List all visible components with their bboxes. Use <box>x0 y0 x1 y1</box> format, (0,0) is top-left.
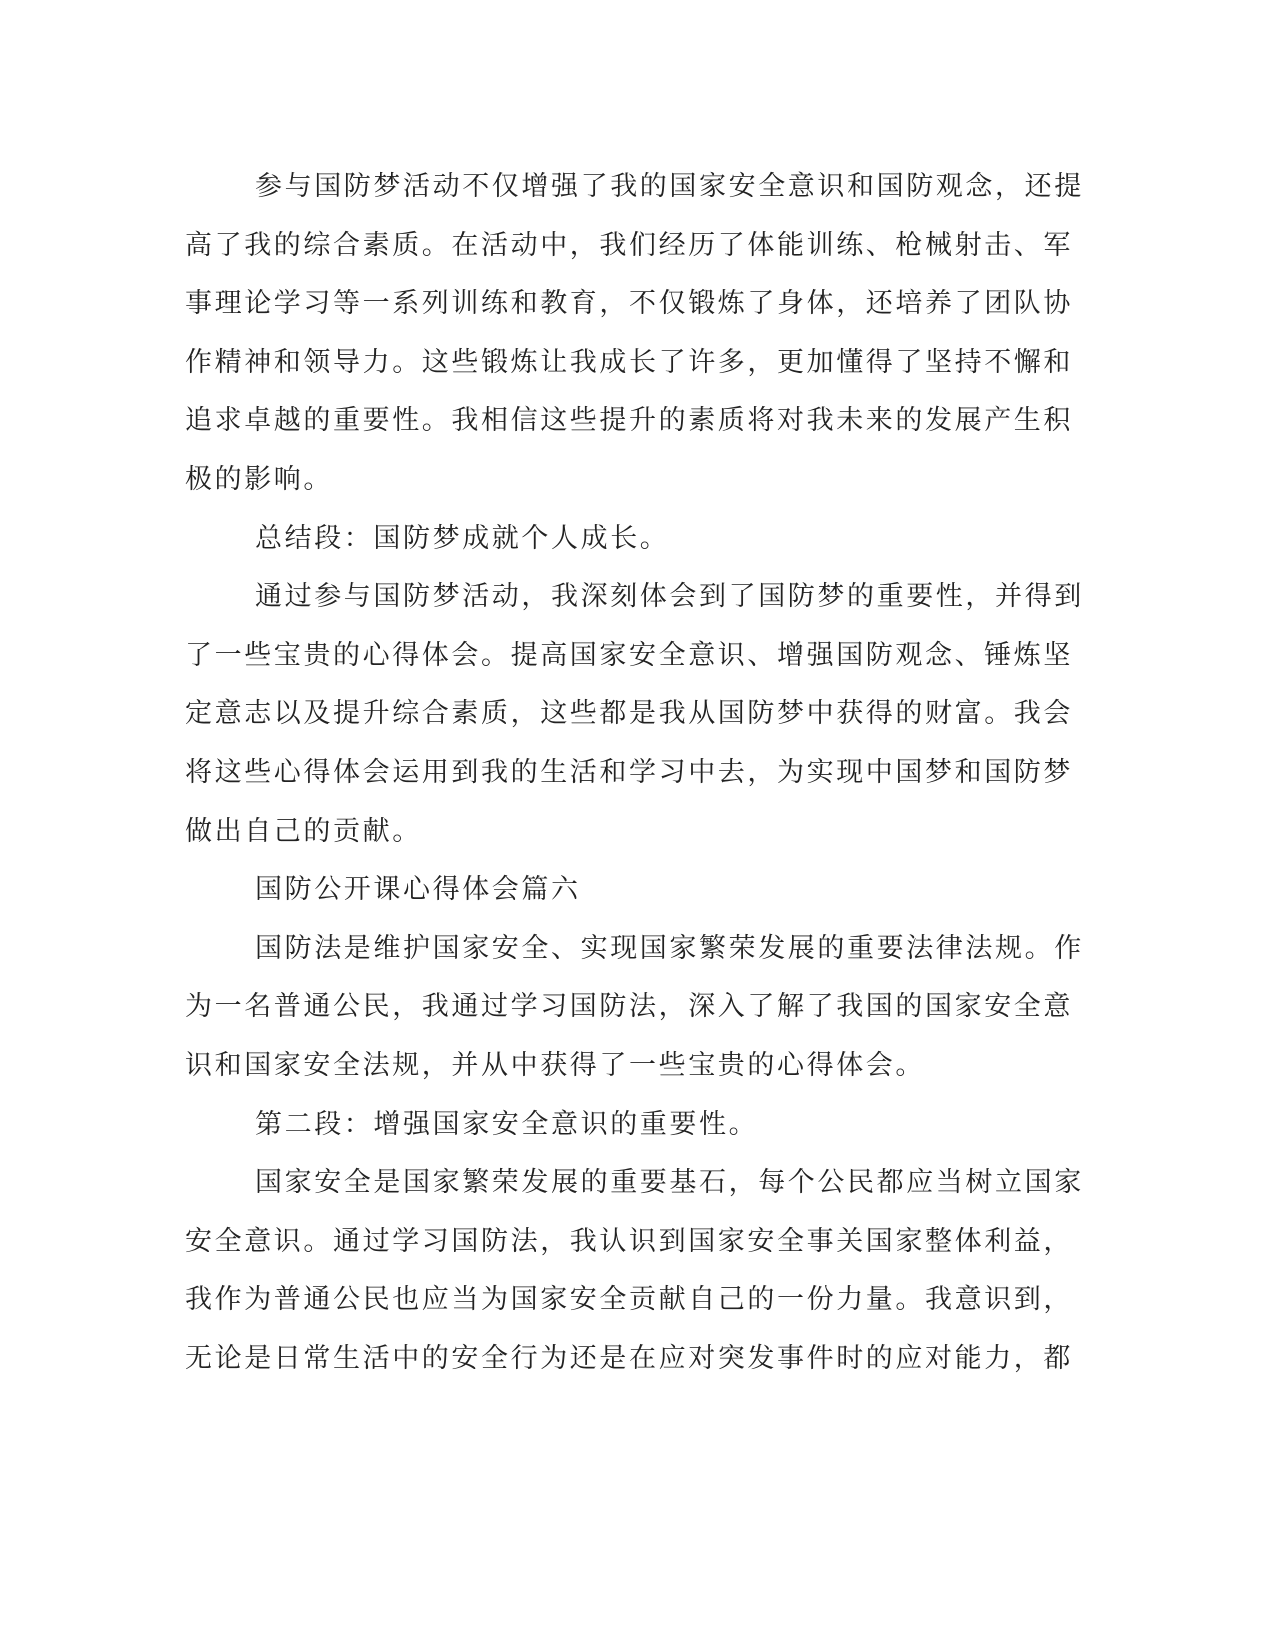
document-body <box>185 158 1084 1388</box>
text-line: 做出自己的贡献。 <box>185 815 422 847</box>
text-line: 将这些心得体会运用到我的生活和学习中去，为实现中国梦和国防梦 <box>185 756 1073 788</box>
text-line: 了一些宝贵的心得体会。提高国家安全意识、增强国防观念、锤炼坚 <box>185 639 1073 671</box>
text-line: 高了我的综合素质。在活动中，我们经历了体能训练、枪械射击、军 <box>185 229 1073 261</box>
text-line: 通过参与国防梦活动，我深刻体会到了国防梦的重要性，并得到 <box>255 581 1084 613</box>
article-title: 国防公开课心得体会篇六 <box>255 874 581 906</box>
text-line: 作精神和领导力。这些锻炼让我成长了许多，更加懂得了坚持不懈和 <box>185 346 1073 378</box>
text-line: 参与国防梦活动不仅增强了我的国家安全意识和国防观念，还提 <box>255 171 1084 202</box>
text-line: 无论是日常生活中的安全行为还是在应对突发事件时的应对能力，都 <box>185 1342 1073 1374</box>
text-line: 追求卓越的重要性。我相信这些提升的素质将对我未来的发展产生积 <box>185 405 1073 437</box>
text-line: 我作为普通公民也应当为国家安全贡献自己的一份力量。我意识到， <box>185 1284 1073 1316</box>
text-line: 极的影响。 <box>185 463 333 495</box>
text-line: 事理论学习等一系列训练和教育，不仅锻炼了身体，还培养了团队协 <box>185 288 1073 320</box>
text-line: 为一名普通公民，我通过学习国防法，深入了解了我国的国家安全意 <box>185 991 1073 1023</box>
text-line: 安全意识。通过学习国防法，我认识到国家安全事关国家整体利益， <box>185 1225 1073 1257</box>
text-line: 国防法是维护国家安全、实现国家繁荣发展的重要法律法规。作 <box>255 932 1084 964</box>
section-heading: 第二段：增强国家安全意识的重要性。 <box>255 1108 759 1140</box>
text-line: 定意志以及提升综合素质，这些都是我从国防梦中获得的财富。我会 <box>185 698 1073 730</box>
text-line: 国家安全是国家繁荣发展的重要基石，每个公民都应当树立国家 <box>255 1167 1084 1199</box>
section-heading: 总结段：国防梦成就个人成长。 <box>255 522 670 554</box>
text-line: 识和国家安全法规，并从中获得了一些宝贵的心得体会。 <box>185 1049 925 1081</box>
